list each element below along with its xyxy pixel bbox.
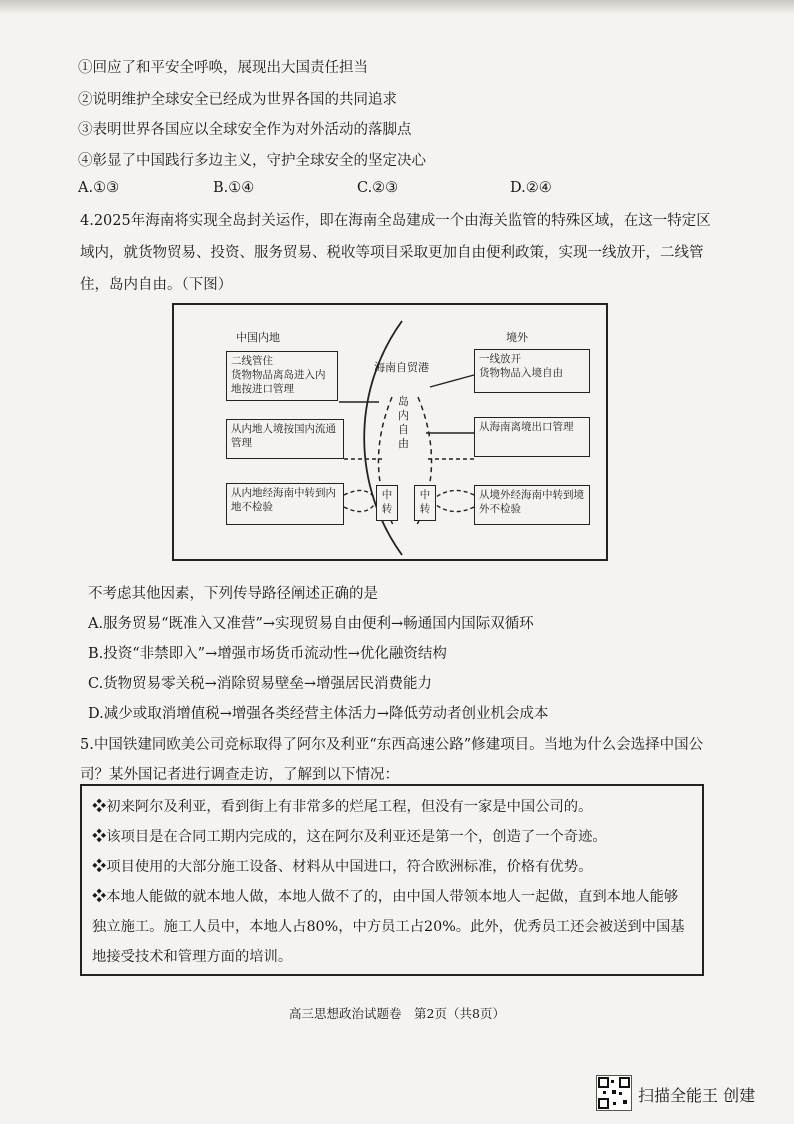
scanner-text: 扫描全能王 创建 xyxy=(638,1086,756,1105)
diagram-transfer-left: 中转 xyxy=(376,485,398,521)
q5-box-item-1: ❖初来阿尔及利亚，看到街上有非常多的烂尾工程，但没有一家是中国公司的。 xyxy=(92,799,593,815)
diagram-right-box-2: 从海南离境出口管理 xyxy=(474,417,590,457)
diagram-left-box-3: 从内地经海南中转到内地不检验 xyxy=(226,483,344,525)
q4-choice-c: C.货物贸易零关税→消除贸易壁垒→增强居民消费能力 xyxy=(88,676,432,692)
q5-stem: 5.中国铁建同欧美公司竞标取得了阿尔及利亚“东西高速公路”修建项目。当地为什么会选择中国公司？某外国记者进行调查走访，了解到以下情况： xyxy=(80,737,704,783)
q5-box-item-4: ❖本地人能做的就本地人做，本地人做不了的，由中国人带领本地人一起做，直到本地人能够独立施工。施工人员中，本地人占80%，中方员工占20%。此外，优秀员工还会被送到中国基地接受技术和管理方面的培训。 xyxy=(92,889,685,965)
diagram-center-title: 海南自贸港 xyxy=(374,361,429,374)
diagram-transfer-right: 中转 xyxy=(414,485,436,521)
diagram-left-title: 中国内地 xyxy=(236,331,280,344)
arrow-inbound xyxy=(430,375,474,387)
q4-choice-d: D.减少或取消增值税→增强各类经营主体活力→降低劳动者创业机会成本 xyxy=(88,706,549,722)
q4-choice-b: B.投资“非禁即入”→增强市场货币流动性→优化融资结构 xyxy=(88,646,447,662)
q4-prompt: 不考虑其他因素，下列传导路径阐述正确的是 xyxy=(88,586,378,602)
q5-box-item-3: ❖项目使用的大部分施工设备、材料从中国进口，符合欧洲标准，价格有优势。 xyxy=(92,859,593,875)
q5-info-box xyxy=(80,784,704,976)
scanner-watermark xyxy=(596,1075,776,1111)
diagram-right-box-1: 一线放开 货物物品入境自由 xyxy=(474,349,590,393)
mainland-transfer-loop xyxy=(344,490,374,511)
q3-option-1: ①回应了和平安全呼唤，展现出大国责任担当 xyxy=(78,60,368,76)
q3-choice-d: D.②④ xyxy=(510,180,552,196)
q5-box-item-2: ❖该项目是在合同工期内完成的，这在阿尔及利亚还是第一个，创造了一个奇迹。 xyxy=(92,829,607,845)
q3-option-4: ④彰显了中国践行多边主义，守护全球安全的坚定决心 xyxy=(78,153,426,169)
diagram-right-box-3: 从境外经海南中转到境外不检验 xyxy=(474,485,590,525)
page-footer: 高三思想政治试题卷 第2页（共8页） xyxy=(289,1006,505,1021)
q3-choice-c: C.②③ xyxy=(357,180,399,196)
q3-option-3: ③表明世界各国应以全球安全作为对外活动的落脚点 xyxy=(78,122,412,138)
q4-stem: 4.2025年海南将实现全岛封关运作，即在海南全岛建成一个由海关监管的特殊区域，在这一特定区域内，就货物贸易、投资、服务贸易、税收等项目采取更加自由便利政策，实现一线放开，二线管住，岛内自由。（下图） xyxy=(80,213,711,293)
q3-choice-b: B.①④ xyxy=(213,180,255,196)
foreign-transfer-loop xyxy=(436,490,474,511)
diagram-center-vertical: 岛内自由 xyxy=(398,395,409,450)
q3-option-2: ②说明维护全球安全已经成为世界各国的共同追求 xyxy=(78,92,397,108)
diagram-right-title: 境外 xyxy=(506,331,528,344)
diagram-left-box-1: 二线管住 货物物品离岛进入内地按进口管理 xyxy=(226,351,338,401)
hainan-ftp-diagram xyxy=(172,303,608,561)
top-edge-shadow xyxy=(0,0,794,14)
qr-code-icon xyxy=(596,1075,632,1111)
q4-choice-a: A.服务贸易“既准入又准营”→实现贸易自由便利→畅通国内国际双循环 xyxy=(88,616,534,632)
diagram-left-box-2: 从内地人境按国内流通管理 xyxy=(226,419,344,459)
q3-choice-a: A.①③ xyxy=(78,180,120,196)
